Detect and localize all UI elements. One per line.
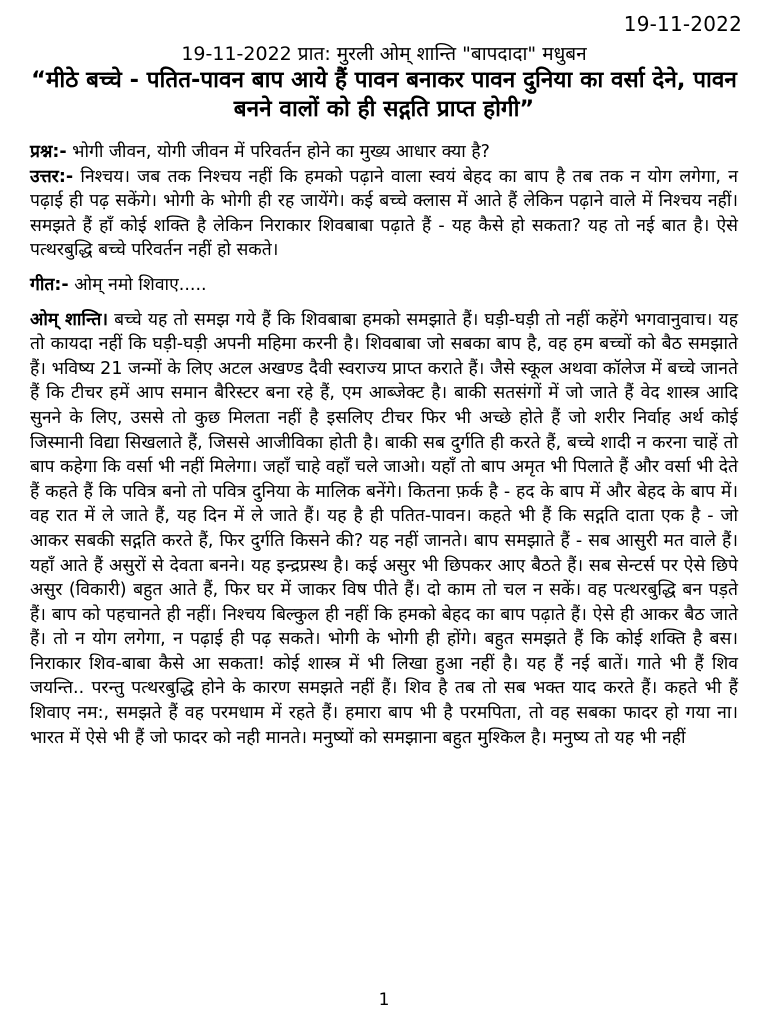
song-label: गीत:-	[30, 274, 69, 295]
answer-paragraph	[30, 165, 738, 263]
song-text: ओम् नमो शिवाए.....	[68, 274, 207, 295]
page-number: 1	[378, 990, 390, 1010]
question-text: भोगी जीवन, योगी जीवन में परिवर्तन होने का मुख्य आधार क्या है?	[66, 142, 490, 162]
murli-header-line: 19-11-2022 प्रात: मुरली ओम् शान्ति "बापदादा" मधुबन	[181, 43, 587, 65]
murli-title: “मीठे बच्चे - पतित-पावन बाप आये हैं पावन बनाकर पावन दुनिया का वर्सा देने, पावन बनने वालों को ही सद्गति प्राप्त होगी”	[31, 67, 737, 122]
answer-label: उत्तर:-	[30, 166, 74, 187]
murli-paragraph	[30, 308, 738, 751]
murli-text: बच्चे यह तो समझ गये हैं कि शिवबाबा हमको समझाते हैं। घड़ी-घड़ी तो नहीं कहेंगे भगवानुवाच। यह तो कायदा नहीं कि घड़ी-घड़ी अपनी महिमा करनी है। शिवबाबा जो सबका बाप है, वह हम बच्चों को बैठ समझाते हैं। भविष्य 21 जन्मों के लिए अटल अखण्ड दैवी स्वराज्य प्राप्त कराते हैं। जैसे स्कूल अथवा कॉलेज में बच्चे जानते हैं कि टीचर हमें आप समान बैरिस्टर बना रहे हैं, एम आब्जेक्ट है। बाकी सतसंगों में जो जाते हैं वेद शास्त्र आदि सुनने के लिए, उससे तो कुछ मिलता नहीं है इसलिए टीचर फिर भी अच्छे होते हैं जो शरीर निर्वाह अर्थ कोई जिस्मानी विद्या सिखलाते हैं, जिससे आजीविका होती है। बाकी सब दुर्गति ही करते हैं, बच्चे शादी न करना चाहें तो बाप कहेगा कि वर्सा भी नहीं मिलेगा। जहाँ चाहे वहाँ चले जाओ। यहाँ तो बाप अमृत भी पिलाते हैं और वर्सा भी देते हैं कहते हैं कि पवित्र बनो तो पवित्र दुनिया के मालिक बनेंगे। कितना फ़र्क है - हद के बाप में और बेहद के बाप में। वह रात में ले जाते हैं, यह दिन में ले जाते हैं। यह है ही पतित-पावन। कहते भी हैं कि सद्गति दाता एक है - जो आकर सबकी सद्गति करते हैं, फिर दुर्गति किसने की? यह नहीं जानते। बाप समझाते हैं - सब आसुरी मत वाले हैं। यहाँ आते हैं असुरों से देवता बनने। यह इन्द्रप्रस्थ है। कई असुर भी छिपकर आए बैठते हैं। सब सेन्टर्स पर ऐसे छिपे असुर (विकारी) बहुत आते हैं, फिर घर में जाकर विष पीते हैं। दो काम तो चल न सकें। वह पत्थरबुद्धि बन पड़ते हैं। बाप को पहचानते ही नहीं। निश्चय बिल्कुल ही नहीं कि हमको बेहद का बाप पढ़ाते हैं। ऐसे ही आकर बैठ जाते हैं। तो न योग लगेगा, न पढ़ाई ही पढ़ सकते। भोगी के भोगी ही होंगे। बहुत समझते हैं कि कोई शक्ति है बस। निराकार शिव-बाबा कैसे आ सकता! कोई शास्त्र में भी लिखा हुआ नहीं है। यह हैं नई बातें। गाते भी हैं शिव जयन्ति.. परन्तु पत्थरबुद्धि होने के कारण समझते नहीं हैं। शिव है तब तो सब भक्त याद करते हैं। कहते भी हैं शिवाए नम:, समझते हैं वह परमधाम में रहते हैं। हमारा बाप भी है परमपिता, तो वह सबका फादर हो गया ना। भारत में ऐसे भी हैं जो फादर को नही मानते। मनुष्यों को समझाना बहुत मुश्किल है। मनुष्य तो यह भी नहीं	[30, 309, 738, 748]
document-body	[30, 140, 738, 750]
om-shanti-label: ओम् शान्ति।	[30, 309, 108, 330]
header-date: 19-11-2022	[623, 12, 742, 36]
song-paragraph	[30, 273, 738, 298]
question-label: प्रश्न:-	[30, 142, 67, 162]
question-paragraph	[30, 140, 738, 165]
answer-text: निश्चय। जब तक निश्चय नहीं कि हमको पढ़ाने वाला स्वयं बेहद का बाप है तब तक न योग लगेगा, न पढ़ाई ही पढ़ सकेंगे। भोगी के भोगी ही रह जायेंगे। कई बच्चे क्लास में आते हैं लेकिन पढ़ाने वाले में निश्चय नहीं। समझते हैं हाँ कोई शक्ति है लेकिन निराकार शिवबाबा पढ़ाते हैं - यह कैसे हो सकता? यह तो नई बात है। ऐसे पत्थरबुद्धि बच्चे परिवर्तन नहीं हो सकते।	[30, 166, 738, 261]
